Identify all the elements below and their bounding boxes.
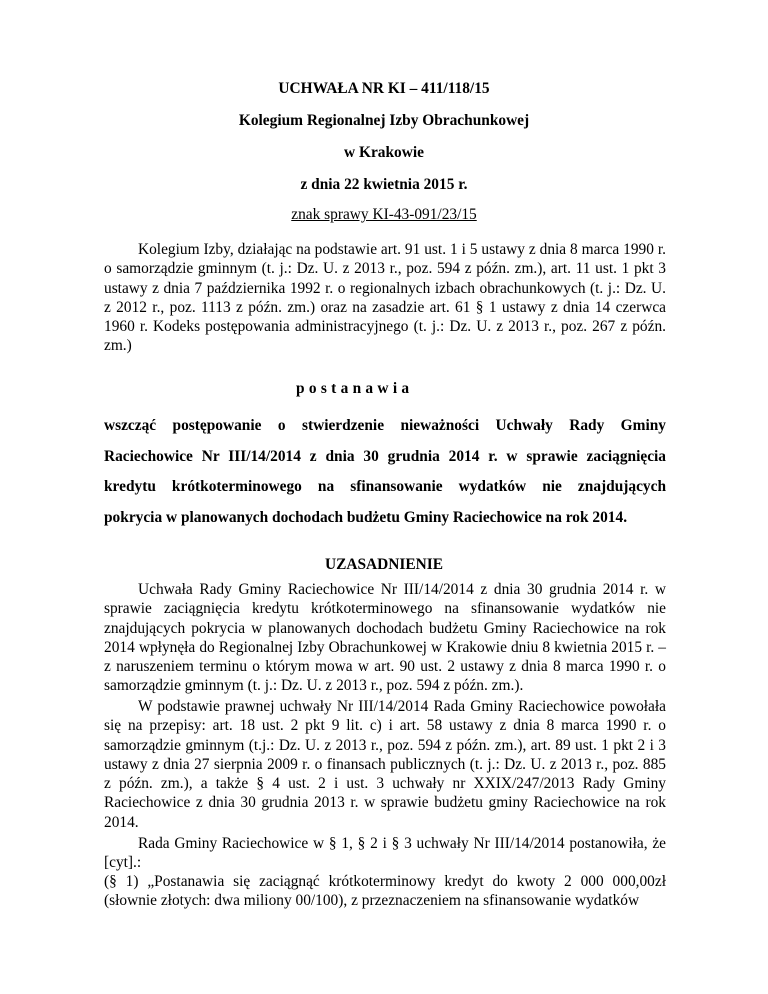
justification-paragraph: Rada Gminy Raciechowice w § 1, § 2 i § 3 uchwały Nr III/14/2014 postanowiła, że [cyt].:: [104, 835, 666, 872]
case-number: znak sprawy KI-43-091/23/15: [291, 206, 477, 223]
resolution-date: z dnia 22 kwietnia 2015 r.: [300, 176, 468, 193]
decision-line: wszcząć postępowanie o stwierdzenie nieważności Uchwały Rady Gminy: [104, 417, 666, 434]
justification-heading: UZASADNIENIE: [324, 556, 444, 573]
decision-line: kredytu krótkoterminowego na sfinansowanie wydatków nie znajdujących: [104, 478, 666, 495]
decision-line: pokrycia w planowanych dochodach budżetu Gminy Raciechowice na rok 2014.: [104, 509, 628, 526]
issuing-body: Kolegium Regionalnej Izby Obrachunkowej: [238, 112, 530, 129]
issuing-place: w Krakowie: [344, 144, 424, 161]
justification-paragraph: W podstawie prawnej uchwały Nr III/14/2014 Rada Gminy Raciechowice powołała się na przepisy: art. 18 ust. 2 pkt 9 lit. c) i art. 58 ustawy z dnia 8 marca 1990 r. o samorządzie gminnym (t.j.: Dz. U. z 2013 r., poz. 594 z późn. zm.), art. 89 ust. 1 pkt 2 i 3 ustawy z dnia 27 sierpnia 2009 r. o finansach publicznych (t. j.: Dz. U. z 2013 r., poz. 885 z późn. zm.), a także § 4 ust. 2 i ust. 3 uchwały nr XXIX/247/2013 Rady Gminy Raciechowice z dnia 30 grudnia 2013 r. w sprawie budżetu gminy Raciechowice na rok 2014.: [104, 698, 666, 831]
decision-line: Raciechowice Nr III/14/2014 z dnia 30 grudnia 2014 r. w sprawie zaciągnięcia: [104, 448, 666, 465]
resolution-title: UCHWAŁA NR KI – 411/118/15: [278, 80, 490, 97]
decision-word: postanawia: [296, 380, 414, 397]
preamble-paragraph: Kolegium Izby, działając na podstawie art. 91 ust. 1 i 5 ustawy z dnia 8 marca 1990 r. o samorządzie gminnym (t. j.: Dz. U. z 2013 r., poz. 594 z późn. zm.), art. 11 ust. 1 pkt 3 ustawy z dnia 7 października 1992 r. o regionalnych izbach obrachunkowych (t. j.: Dz. U. z 2012 r., poz. 1113 z późn. zm.) oraz na zasadzie art. 61 § 1 ustawy z dnia 14 czerwca 1960 r. Kodeks postępowania administracyjnego (t. j.: Dz. U. z 2013 r., poz. 267 z późn. zm.): [104, 241, 666, 355]
quoted-paragraph: (§ 1) „Postanawia się zaciągnąć krótkoterminowy kredyt do kwoty 2 000 000,00zł (słownie złotych: dwa miliony 00/100), z przeznaczeniem na sfinansowanie wydatków: [104, 873, 666, 910]
justification-paragraph: Uchwała Rady Gminy Raciechowice Nr III/14/2014 z dnia 30 grudnia 2014 r. w sprawie zaciągnięcia kredytu krótkoterminowego na sfinansowanie wydatków nie znajdujących pokrycia w planowanych dochodach budżetu Gminy Raciechowice na rok 2014 wpłynęła do Regionalnej Izby Obrachunkowej w Krakowie dniu 8 kwietnia 2015 r. – z naruszeniem terminu o którym mowa w art. 90 ust. 2 ustawy z dnia 8 marca 1990 r. o samorządzie gminnym (t. j.: Dz. U. z 2013 r., poz. 594 z późn. zm.).: [104, 581, 666, 695]
